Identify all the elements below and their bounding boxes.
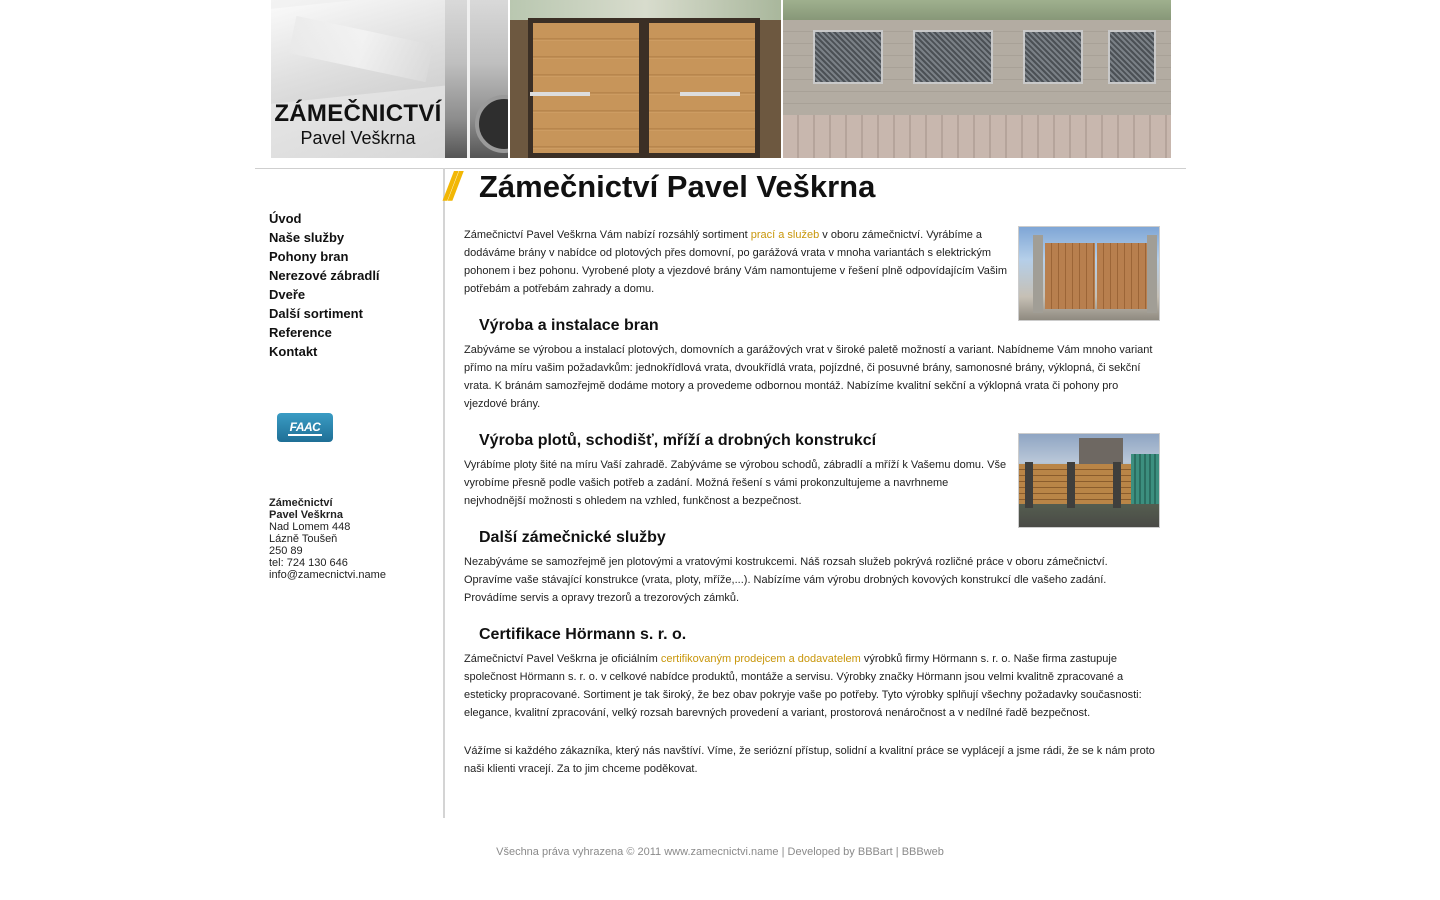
banner-photo-wooden-gate: [510, 0, 781, 158]
fence-mesh-panel: [1023, 30, 1083, 84]
hormann-text-start: Zámečnictví Pavel Veškrna je oficiálním: [464, 653, 661, 665]
logo-panel[interactable]: [271, 0, 445, 158]
nav-item-nerezove-zabradli[interactable]: Nerezové zábradlí: [269, 268, 380, 283]
gate-left-wing: [528, 18, 644, 158]
gate-photo-door-right: [1097, 243, 1147, 309]
section-text-brany: Zabýváme se výrobou a instalací plotových, domovních a garážových vrat v široké paletě možností a variant. Nabídneme Vám mnoho variant přímo na míru vašim požadavkům: jednokřídlová vrata, dvoukřídlá vrata, pojízdné, či posuvné brány, samonosné brány, výklopná, či sekční vrata. K bránám samozřejmě dodáme motory a provedeme odbornou montáž. Nabízíme kvalitní sekční a výklopná vrata či pohony pro vjezdové brány.: [464, 344, 1153, 410]
gate-opener-arm-right: [680, 92, 740, 96]
contact-zip: 250 89: [269, 545, 303, 557]
nav-item-kontakt[interactable]: Kontakt: [269, 344, 318, 359]
section-text-ploty: Vyrábíme ploty šité na míru Vaší zahradě. Zabýváme se výrobou schodů, zábradlí a mříží k Vašemu domu. Vše vyrobíme přesně podle vašich potřeb a zadání. Možná řešení s vámi prokonzultujeme a navrhneme nejvhodnější možnosti s ohledem na vzhled, funkčnost a bezpečnost.: [464, 459, 1007, 507]
hormann-text-end: výrobků firmy Hörmann s. r. o. Naše firma zastupuje společnost Hörmann s. r. o. v celkové nabídce produktů, montáže a servisu. Výrobky značky Hörmann jsou velmi kvalitně zpracované a esteticky propracované. Sortiment je tak široký, že bez obav pokryje vaše po potřeby. Tyto výrobky splňují všechny požadavky současnosti: elegance, kvalitní zpracování, velký rozsah barevných provedení a variant, prostorová nenáročnost a v nedílné řadě bezpečnost.: [464, 653, 1142, 719]
contact-phone: tel: 724 130 646: [269, 557, 348, 569]
banner-photo-pole: [467, 0, 470, 158]
logo-title: ZÁMEČNICTVÍ: [274, 100, 442, 127]
gate-photo-thumbnail[interactable]: [1018, 226, 1160, 321]
title-accent-slashes: //: [444, 165, 455, 209]
section-text-hormann: [464, 650, 1160, 722]
page-title: Zámečnictví Pavel Veškrna: [479, 169, 876, 204]
gate-opener-arm-left: [530, 92, 590, 96]
nav-item-nase-sluzby[interactable]: Naše služby: [269, 230, 345, 245]
banner-photo-fence: [783, 0, 1171, 158]
nav-item-reference[interactable]: Reference: [269, 325, 332, 340]
banner-photo-car: [445, 0, 508, 158]
footer-developer-link[interactable]: Developed by BBBart: [787, 846, 893, 858]
fence-mesh-panel: [1108, 30, 1156, 84]
contact-name-line2: Pavel Veškrna: [269, 509, 344, 521]
fence-photo-post: [1067, 462, 1075, 508]
header-banner: [271, 0, 1171, 158]
fence-photo-thumbnail[interactable]: [1018, 433, 1160, 528]
section-heading-brany: Výroba a instalace bran: [479, 317, 659, 334]
faac-partner-logo[interactable]: [277, 413, 333, 442]
nav-item-pohony-bran[interactable]: Pohony bran: [269, 249, 349, 264]
sidebar-divider-line: [443, 168, 445, 818]
section-heading-hormann: Certifikace Hörmann s. r. o.: [479, 626, 687, 643]
contact-email[interactable]: info@zamecnictvi.name: [269, 569, 386, 581]
nav-item-uvod[interactable]: Úvod: [269, 211, 302, 226]
logo-subtitle: Pavel Veškrna: [300, 128, 416, 148]
section-heading-dalsi: Další zámečnické služby: [479, 529, 666, 546]
nav-item-dvere[interactable]: Dveře: [269, 287, 306, 302]
gate-photo-post: [1033, 235, 1043, 313]
gate-photo-post: [1147, 235, 1157, 313]
footer-separator: |: [892, 846, 902, 858]
contact-block: [269, 497, 386, 581]
intro-text-start: Zámečnictví Pavel Veškrna Vám nabízí rozsáhlý sortiment: [464, 229, 751, 241]
fence-mesh-panel: [813, 30, 883, 84]
services-link[interactable]: prací a služeb: [750, 229, 820, 241]
fence-photo-post: [1025, 462, 1033, 508]
footer-bbbweb-link[interactable]: BBBweb: [901, 846, 944, 858]
fence-pavement: [783, 115, 1171, 158]
section-heading-ploty: Výroba plotů, schodišť, mříží a drobných konstrukcí: [479, 432, 877, 449]
intro-text-end: v oboru zámečnictví. Vyrábíme a dodáváme brány v nabídce od plotových přes domovní, po garážová vrata v mnoha variantách s elektrickým pohonem i bez pohonu. Vyrobené ploty a vjezdové brány Vám namontujeme v řešení plně odpovídajícím Vašim potřebám a potřebám zahrady a domu.: [464, 229, 1007, 295]
footer: [0, 846, 1440, 858]
fence-photo-green-gate: [1131, 454, 1160, 504]
section-text-dalsi: Nezabýváme se samozřejmě jen plotovými a vratovými kostrukcemi. Náš rozsah služeb pokrývá rozličné práce v oboru zámečnictví. Opravíme vaše stávající konstrukce (vrata, ploty, mříže,...). Nabízíme vám výrobu drobných kovových konstrukcí dle vašeho zadání. Provádíme servis a opravy trezorů a trezorových zámků.: [464, 556, 1108, 604]
fence-photo-post: [1113, 462, 1121, 508]
faac-logo-text: FAAC: [289, 420, 321, 434]
intro-paragraph: [464, 226, 1010, 298]
footer-separator: |: [778, 846, 788, 858]
main-navigation: [269, 209, 380, 361]
nav-item-dalsi-sortiment[interactable]: Další sortiment: [269, 306, 363, 321]
gate-right-wing: [644, 18, 760, 158]
gate-photo-sky: [510, 0, 781, 20]
footer-copyright[interactable]: Všechna práva vyhrazena © 2011 www.zamecnictvi.name: [496, 846, 779, 858]
gate-photo-door-left: [1045, 243, 1095, 309]
contact-street: Nad Lomem 448: [269, 521, 351, 533]
certified-dealer-link[interactable]: certifikovaným prodejcem a dodavatelem: [660, 653, 861, 665]
contact-city: Lázně Toušeň: [269, 533, 338, 545]
contact-name-line1: Zámečnictví: [269, 497, 333, 509]
fence-mesh-panel: [913, 30, 993, 84]
closing-paragraph: Vážíme si každého zákazníka, který nás navštíví. Víme, že seriózní přístup, solidní a kvalitní práce se vyplácejí a jsme rádi, že se k nám proto naši klienti vracejí. Za to jim chceme poděkovat.: [464, 745, 1155, 775]
